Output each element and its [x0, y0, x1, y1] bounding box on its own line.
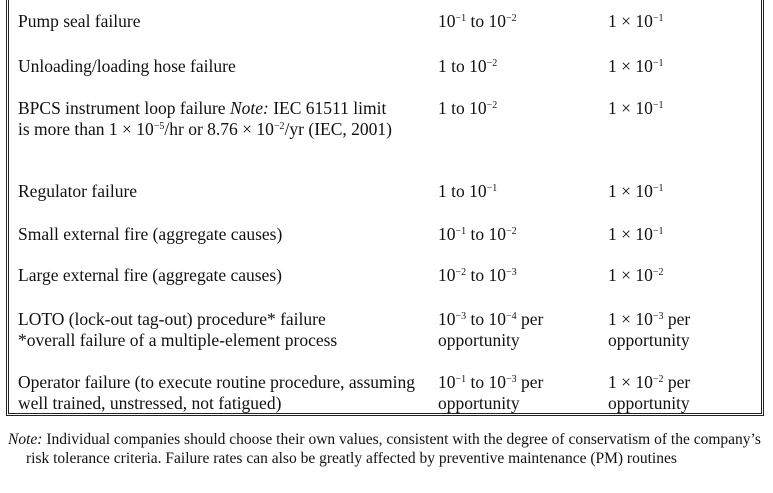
range-cell: $10^{-1}$ to $10^{-3}$ per opportunity — [438, 372, 544, 413]
range-cell: 1 to $10^{-2}$ — [438, 98, 498, 118]
value-cell: $1 \times 10^{-1}$ — [608, 56, 664, 76]
value-cell: $1 \times 10^{-1}$ — [608, 11, 664, 31]
range-cell: $10^{-1}$ to $10^{-2}$ — [438, 11, 517, 31]
event-cell: Unloading/loading hose failure — [18, 56, 236, 76]
value-cell: $1 \times 10^{-2}$ — [608, 265, 664, 285]
value-cell: $1 \times 10^{-1}$ — [608, 224, 664, 244]
event-cell: Pump seal failure — [18, 11, 141, 31]
range-cell: $10^{-1}$ to $10^{-2}$ — [438, 224, 517, 244]
note-text: Individual companies should choose their own values, consistent with the degree of conservatism of the company’s risk tolerance criteria. Failure rates can also be greatly affected by preventive maintenance (PM) routines — [26, 431, 761, 467]
range-cell: $10^{-3}$ to $10^{-4}$ per opportunity — [438, 309, 544, 350]
event-cell: LOTO (lock-out tag-out) procedure* failure *overall failure of a multiple-element process — [18, 309, 338, 350]
value-cell: $1 \times 10^{-2}$ per opportunity — [608, 372, 691, 413]
event-cell: Regulator failure — [18, 181, 138, 201]
range-cell: $10^{-2}$ to $10^{-3}$ — [438, 265, 517, 285]
value-cell: $1 \times 10^{-1}$ — [608, 181, 664, 201]
failure-rate-table — [6, 0, 764, 416]
event-cell: Large external fire (aggregate causes) — [18, 265, 282, 285]
range-cell: 1 to $10^{-2}$ — [438, 56, 498, 76]
event-cell: BPCS instrument loop failure Note: IEC 61511 limit is more than $1 \times 10^{-5}/hr$ or $8.76 \times 10^{-2}/yr$ (IEC, 2001) — [18, 98, 392, 139]
event-cell: Small external fire (aggregate causes) — [18, 224, 283, 244]
note-label: Note: — [8, 431, 43, 448]
value-cell: $1 \times 10^{-3}$ per opportunity — [608, 309, 691, 350]
event-cell: Operator failure (to execute routine procedure, assuming well trained, unstressed, not fatigued) — [18, 372, 415, 413]
value-cell: $1 \times 10^{-1}$ — [608, 98, 664, 118]
table-footnote — [8, 430, 773, 468]
range-cell: 1 to $10^{-1}$ — [438, 181, 498, 201]
